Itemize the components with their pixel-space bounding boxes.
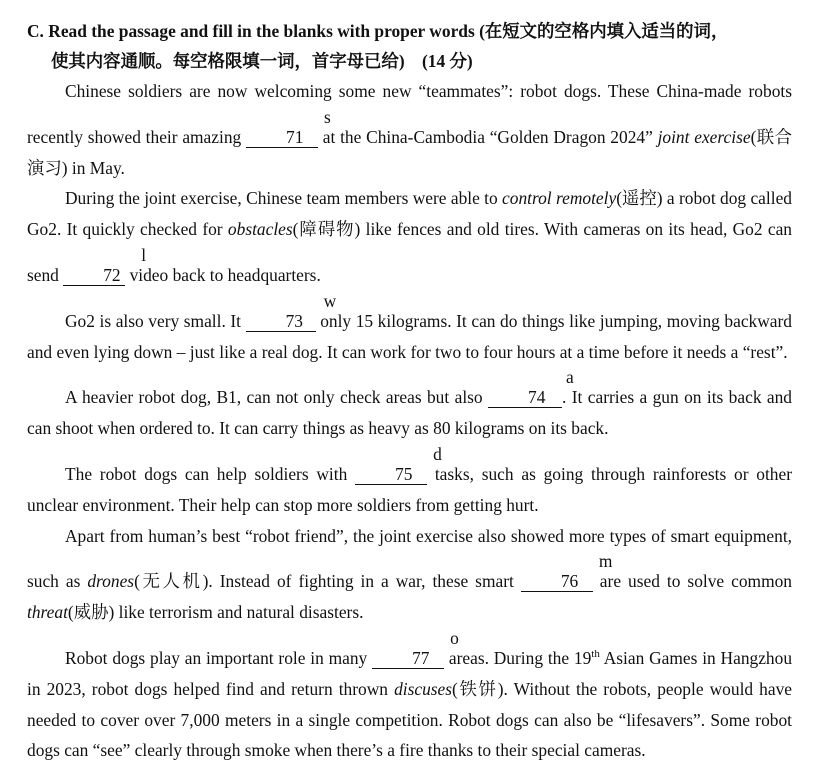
term: discuses [394,678,453,699]
blank-74[interactable] [488,367,574,408]
term: control remotely [502,188,617,209]
section-heading [27,16,792,76]
blank-number: 71 [286,126,304,147]
blank-number: 74 [528,387,546,408]
blank-number: 72 [103,264,121,285]
blank-71[interactable] [246,106,331,148]
text: (联合演习) in May. [27,126,792,178]
paragraph-1 [27,76,792,183]
blank-letter: s [324,106,331,127]
text: areas. During the 19 [444,647,592,668]
heading-line-1: C. Read the passage and fill in the blanks with proper words (在短文的空格内填入适当的词， [27,21,729,41]
term: joint exercise [657,126,751,147]
text: The robot dogs can help soldiers with [65,463,356,484]
text: (铁饼). Without the robots, people would have needed to cover over 7,000 meters in a single competition. Robot dogs can also be “lifesavers”. Some robot dogs can “see” clearly through smoke when there’s a fire thanks to their special cameras. [27,678,792,761]
blank-letter: m [598,551,613,572]
paragraph-3 [27,291,792,368]
text: (障碍物) like fences and old tires. With cameras on its head, Go2 can send [27,219,793,285]
text: (遥控) a robot dog called Go2. It quickly checked for [27,188,792,240]
text: are used to solve common [592,571,792,592]
blank-number: 76 [560,571,579,592]
blank-number: 77 [412,647,430,668]
term: threat [27,602,68,623]
text: Chinese soldiers are now welcoming some new “teammates”: robot dogs. These China-made robots recently showed their amazing [27,81,792,147]
text: Robot dogs play an important role in many [65,647,373,668]
paragraph-7 [27,628,792,766]
blank-number: 75 [395,463,413,484]
text: Asian Games in Hangzhou in 2023, robot dogs helped find and return thrown [27,647,793,699]
paragraph-4 [27,367,792,444]
paragraph-5 [27,444,792,521]
text: A heavier robot dog, B1, can not only check areas but also [65,387,489,408]
paragraph-6 [27,521,792,628]
blank-77[interactable] [372,627,459,669]
text: tasks, such as going through rainforests or other unclear environment. Their help can stop more soldiers from getting hurt. [27,463,793,515]
blank-73[interactable] [246,290,337,332]
text: at the China-Cambodia “Golden Dragon 2024” [318,126,658,147]
blank-number: 73 [285,310,303,331]
blank-letter: d [433,443,442,464]
blank-letter: l [141,244,147,265]
text: Apart from human’s best “robot friend”, the joint exercise also showed more types of smart equipment, such as [27,525,792,592]
text: (无人机). Instead of fighting in a war, these smart [134,571,521,592]
text: During the joint exercise, Chinese team members were able to [65,188,503,209]
heading-line-2: 使其内容通顺。每空格限填一词，首字母已给) (14 分) [51,51,473,71]
text: only 15 kilograms. It can do things like jumping, moving backward and even lying down – just like a real dog. It can work for two to four hours at a time before it needs a “rest”. [27,310,793,362]
paragraph-2 [27,183,792,290]
text: Go2 is also very small. It [65,310,246,331]
blank-letter: a [566,367,574,388]
blank-letter: w [323,290,337,311]
blank-letter: o [450,627,459,648]
term: obstacles [227,219,293,240]
text: . It carries a gun on its back and can shoot when ordered to. It can carry things as heavy as 80 kilograms on its back. [27,387,793,439]
blank-72[interactable] [63,244,147,286]
blank-75[interactable] [355,443,442,485]
superscript: th [591,648,600,661]
text: (威胁) like terrorism and natural disasters. [67,602,364,623]
term: drones [87,571,135,592]
blank-76[interactable] [521,551,613,592]
text: video back to headquarters. [125,264,321,285]
